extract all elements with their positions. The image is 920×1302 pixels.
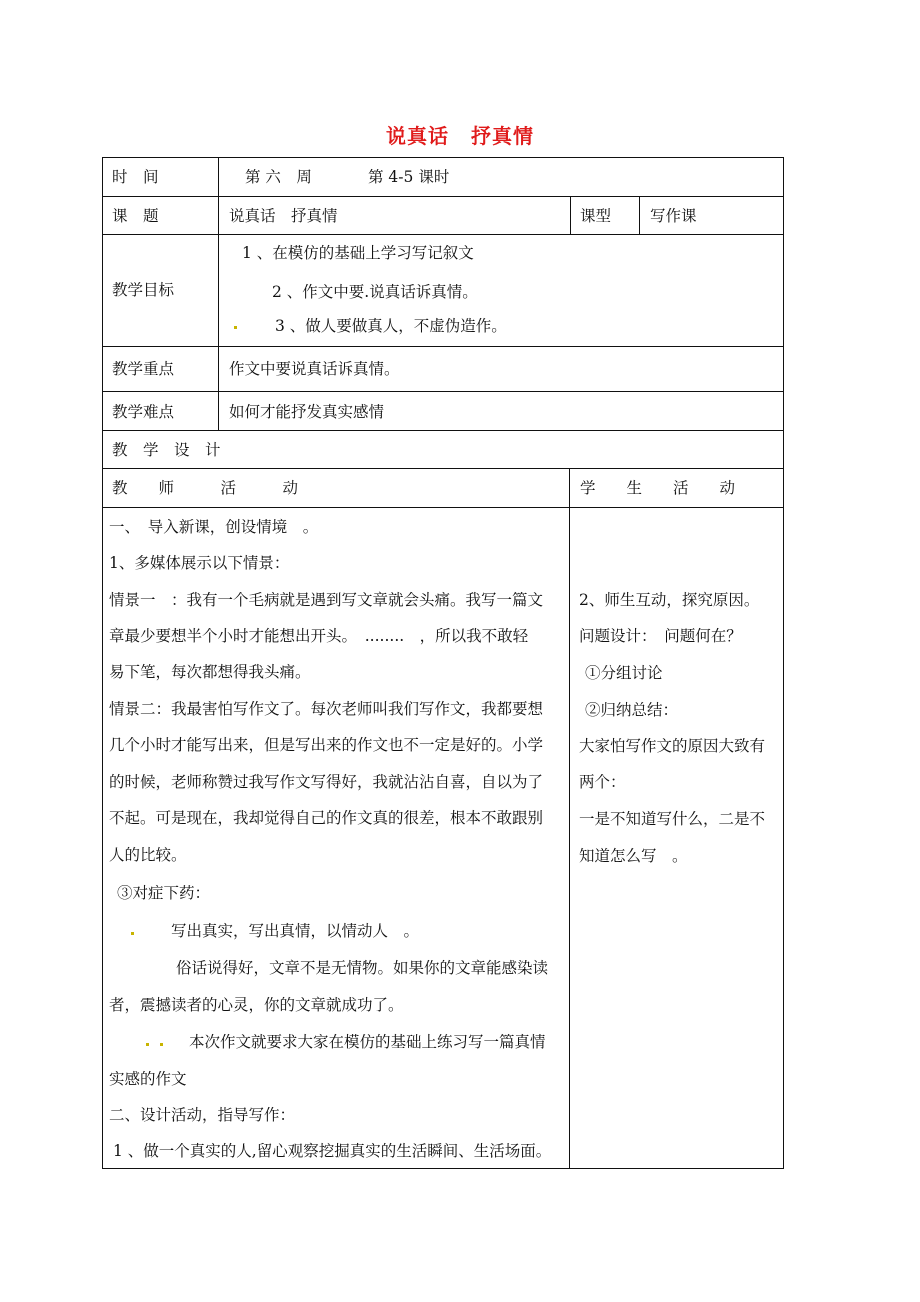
difficulty-value: 如何才能抒发真实感情 bbox=[229, 403, 385, 421]
time-label: 时 间 bbox=[112, 168, 159, 186]
student-line: ②归纳总结： bbox=[585, 701, 679, 719]
design-heading: 教 学 设 计 bbox=[112, 441, 221, 459]
student-line: 大家怕写作文的原因大致有 bbox=[579, 737, 766, 755]
teacher-line: 本次作文就要求大家在模仿的基础上练习写一篇真情 bbox=[189, 1033, 546, 1051]
week-value: 第 六 周 bbox=[245, 168, 312, 186]
row-divider bbox=[102, 507, 784, 508]
goal-item: 3 、做人要做真人，不虚伪造作。 bbox=[275, 317, 507, 335]
title-part-1: 说真话 bbox=[386, 124, 449, 148]
row-divider bbox=[102, 391, 784, 392]
teacher-line: 实感的作文 bbox=[109, 1070, 187, 1088]
column-divider bbox=[218, 157, 219, 430]
teacher-line: 不起。可是现在，我却觉得自己的作文真的很差，根本不敢跟别 bbox=[109, 809, 544, 827]
teacher-line: 人的比较。 bbox=[109, 846, 187, 864]
topic-label: 课 题 bbox=[112, 207, 159, 225]
teacher-line: 的时候，老师称赞过我写作文写得好，我就沾沾自喜，自以为了 bbox=[109, 773, 544, 791]
topic-value: 说真话 抒真情 bbox=[229, 207, 338, 225]
row-divider bbox=[102, 346, 784, 347]
type-label: 课型 bbox=[580, 207, 612, 225]
student-line: ①分组讨论 bbox=[585, 664, 663, 682]
student-line: 一是不知道写什么，二是不 bbox=[579, 810, 766, 828]
student-line: 问题设计： 问题何在？ bbox=[579, 627, 742, 645]
row-divider bbox=[102, 234, 784, 235]
student-activity-heading: 学 生 活 动 bbox=[580, 479, 736, 497]
teacher-line: 几个小时才能写出来，但是写出来的作文也不一定是好的。小学 bbox=[109, 736, 544, 754]
teacher-line: 一、 导入新课，创设情境 。 bbox=[109, 518, 319, 536]
teacher-line: 章最少要想半个小时才能想出开头。 ........ ，所以我不敢轻 bbox=[109, 627, 529, 645]
teacher-line: 易下笔，每次都想得我头痛。 bbox=[109, 663, 311, 681]
teacher-line: 1 、做一个真实的人,留心观察挖掘真实的生活瞬间、生活场面。 bbox=[113, 1142, 552, 1160]
row-divider bbox=[102, 430, 784, 431]
period-value: 第 4-5 课时 bbox=[368, 168, 450, 186]
row-divider bbox=[102, 468, 784, 469]
mark-dot bbox=[234, 326, 237, 329]
teacher-activity-heading: 教 师 活 动 bbox=[112, 479, 299, 497]
student-line: 两个： bbox=[579, 773, 626, 791]
column-divider bbox=[570, 196, 571, 234]
teacher-line: ③对症下药： bbox=[117, 884, 211, 902]
mark-dot bbox=[160, 1043, 163, 1046]
type-value: 写作课 bbox=[650, 207, 697, 225]
student-line: 知道怎么写 。 bbox=[579, 847, 688, 865]
difficulty-label: 教学难点 bbox=[112, 403, 175, 421]
key-value: 作文中要说真话诉真情。 bbox=[229, 360, 400, 378]
teacher-line: 写出真实，写出真情，以情动人 。 bbox=[171, 922, 420, 940]
title-part-2: 抒真情 bbox=[471, 124, 534, 148]
row-divider bbox=[102, 196, 784, 197]
goal-item: 1 、在模仿的基础上学习写记叙文 bbox=[242, 244, 474, 262]
teacher-line: 1、多媒体展示以下情景： bbox=[109, 554, 290, 572]
teacher-line: 俗话说得好，文章不是无情物。如果你的文章能感染读 bbox=[176, 959, 549, 977]
student-line: 2、师生互动，探究原因。 bbox=[579, 591, 760, 609]
teacher-line: 情景一 ：我有一个毛病就是遇到写文章就会头痛。我写一篇文 bbox=[109, 591, 544, 609]
key-label: 教学重点 bbox=[112, 360, 175, 378]
teacher-line: 者，震撼读者的心灵，你的文章就成功了。 bbox=[109, 996, 404, 1014]
column-divider bbox=[639, 196, 640, 234]
column-divider bbox=[569, 468, 570, 1169]
teacher-line: 二、设计活动，指导写作： bbox=[109, 1106, 296, 1124]
goal-item: 2 、作文中要.说真话诉真情。 bbox=[272, 283, 478, 301]
goals-label: 教学目标 bbox=[112, 281, 175, 299]
mark-dot bbox=[146, 1043, 149, 1046]
teacher-line: 情景二：我最害怕写作文了。每次老师叫我们写作文，我都要想 bbox=[109, 700, 544, 718]
document-title bbox=[0, 120, 920, 149]
mark-dot bbox=[131, 932, 134, 935]
